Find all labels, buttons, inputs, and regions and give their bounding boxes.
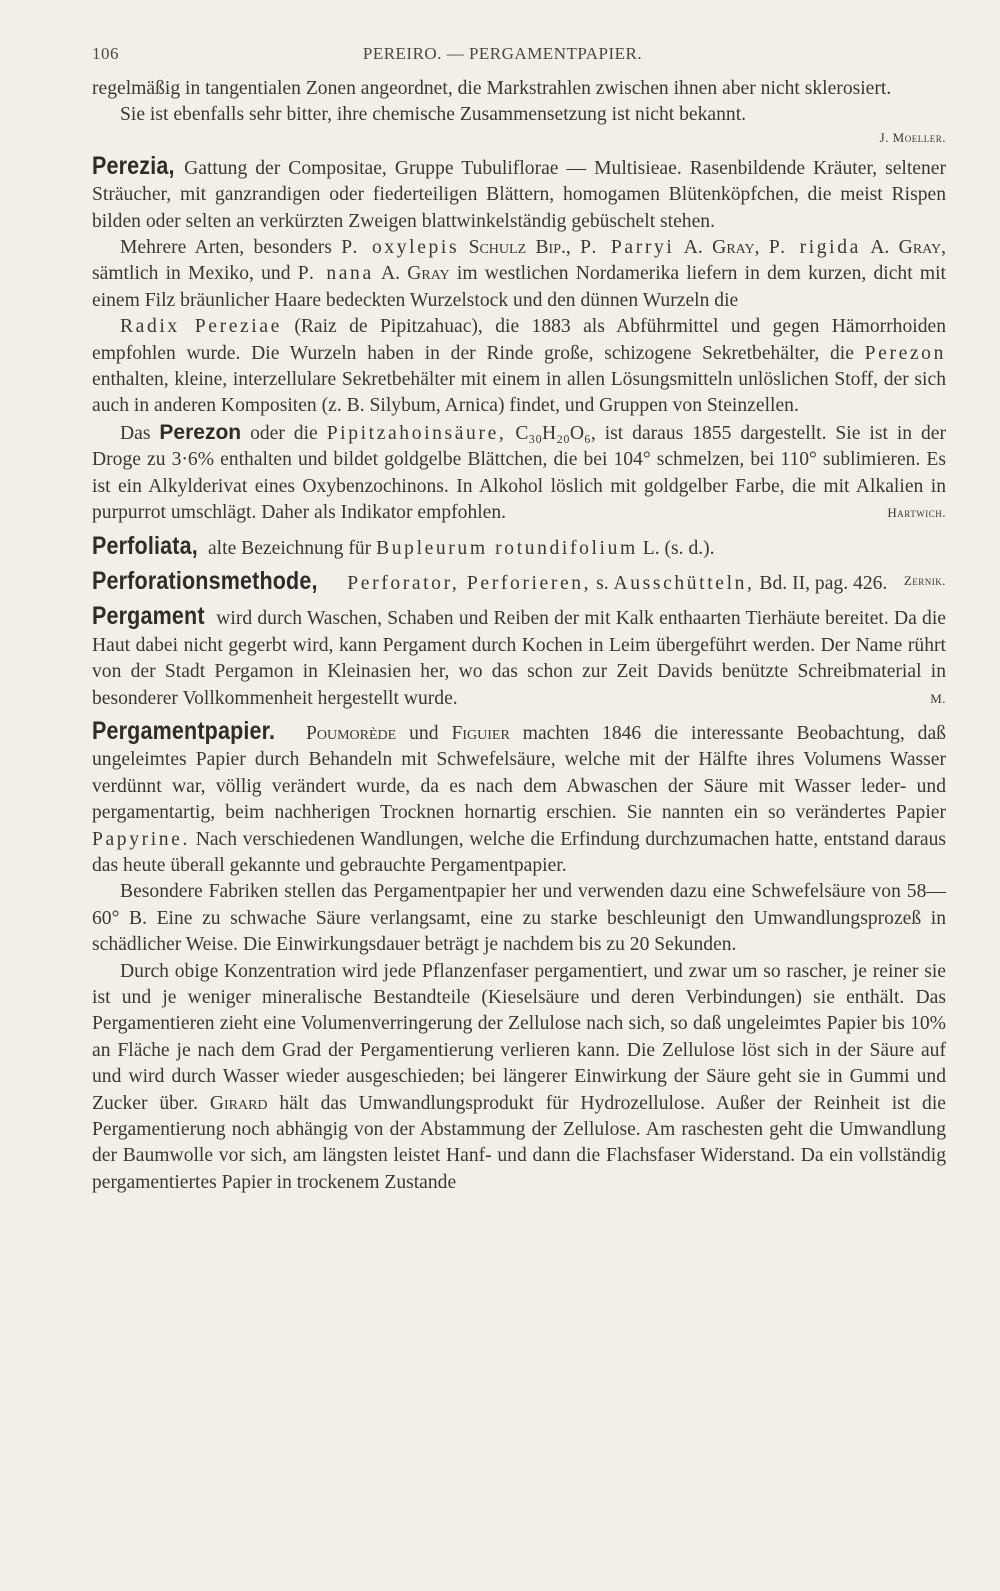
entry-perforationsmethode: Perforationsmethode, Perforator, Perforieren, s. Ausschütteln, Bd. II, pag. 426. Zernik. [92,566,946,595]
perezia-paragraph-2: Mehrere Arten, besonders P. oxylepis Schulz Bip., P. Parryi A. Gray, P. rigida A. Gray, sämtlich in Mexiko, und P. nana A. Gray im westlichen Nordamerika liefern in dem kurzen, dicht mit einem Filz bräunlicher Haare bedeckten Wurzelstock und den dünnen Wurzeln die [92,237,947,311]
perezia-paragraph-4: Das Perezon oder die Pipitzahoinsäure, C₃₀H₂₀O₆, ist daraus 1855 dargestellt. Sie ist in der Droge zu 3·6% enthalten und bildet goldgelbe Blättchen, die bei 104° schmelzen, bei 110° sublimieren. Es ist ein Alkylderivat eines Oxybenzochinons. In Alkohol löslich mit goldgelber Farbe, die mit Alkalien in purpurrot umschlägt. Daher als Indikator empfohlen. Hartwich. [92,420,946,527]
entry-perezia [92,153,946,527]
signature-moeller: J. Moeller. [879,129,946,145]
continued-paragraph-2: Sie ist ebenfalls sehr bitter, ihre chemische Zusammensetzung ist nicht bekannt. [120,104,747,126]
headword-pergamentpapier: Pergamentpapier. [92,716,276,745]
pergamentpapier-paragraph-2: Besondere Fabriken stellen das Pergamentpapier her und verwenden dazu eine Schwefelsäure von 58—60° B. Eine zu schwache Säure verlangsamt, eine zu starke beschleunigt den Umwandlungsprozeß in schädlicher Weise. Die Einwirkungsdauer beträgt je nachdem bis zu 20 Sekunden. [92,881,946,956]
pergamentpapier-paragraph-1: Pergamentpapier. Poumorède und Figuier machten 1846 die interessante Beobachtung, daß ungeleimtes Papier durch Behandeln mit Schwefelsäure, welche mit der Hälfte ihres Volumens Wasser verdünnt war, völlig verändert wurde, da es nach dem Abwaschen der Säure mit Wasser leder- und pergamentartig, beim nachherigen Trocknen hornartig erschien. Sie nannten ein so verändertes Papier Papyrine. Nach verschiedenen Wandlungen, welche die Erfindung durchzumachen hatte, entstand daraus das heute überall gekannte und gebrauchte Pergamentpapier. [92,716,946,876]
continued-paragraph: regelmäßig in tangentialen Zonen angeordnet, die Markstrahlen zwischen ihnen aber nicht sklerosiert. [92,78,892,99]
running-head [92,44,946,64]
entry-pergamentpapier [92,718,946,1196]
entry-perfoliata: Perfoliata, alte Bezeichnung für Bupleurum rotundifolium L. (s. d.). [92,531,715,560]
headword-perezia: Perezia, [92,151,175,180]
entry-pergament: Pergament wird durch Waschen, Schaben und Reiben der mit Kalk enthaarten Tierhäute bereitet. Da die Haut dabei nicht gegerbt wird, kann Pergament durch Kochen in Leim übergeführt werden. Der Name rührt von der Stadt Pergamon in Kleinasien her, wo das schon zur Zeit Davids benützte Schreibmaterial in besonderer Vollkommenheit hergestellt wurde. M. [92,603,946,712]
headword-perfoliata: Perfoliata, [92,531,198,560]
headword-perforationsmethode: Perforationsmethode, [92,566,318,595]
signature-m: M. [930,690,946,706]
pergamentpapier-paragraph-3: Durch obige Konzentration wird jede Pflanzenfaser pergamentiert, und zwar um so rascher, je reiner sie ist und je weniger mineralische Bestandteile (Kieselsäure und deren Verbindungen) sie enthält. Das Pergamentieren zieht eine Volumenverringerung der Zellulose nach sich, so daß ungeleimtes Papier bis 10% an Fläche je nach dem Grad der Pergamentierung verlieren kann. Die Zellulose löst sich in der Säure auf und wird durch Wasser wieder ausgeschieden; bei längerer Einwirkung der Säure geht sie in Gummi und Zucker über. Girard hält das Umwandlungsprodukt für Hydrozellulose. Außer der Reinheit ist die Pergamentierung noch abhängig von der Abstammung der Zellulose. Am raschesten geht die Umwandlung der Baumwolle vor sich, am längsten leistet Hanf- und dann die Flachsfaser Widerstand. Da ein vollständig pergamentiertes Papier in trockenem Zustande [92,960,946,1193]
page-number: 106 [92,44,119,63]
signature-zernik: Zernik. [903,572,946,588]
perezia-paragraph-3: Radix Pereziae (Raiz de Pipitzahuac), die 1883 als Abführmittel und gegen Hämorrhoiden empfohlen wurde. Die Wurzeln haben in der Rinde große, schizogene Sekretbehälter, die Perezon enthalten, kleine, interzellulare Sekretbehälter mit einem in allen Lösungsmitteln unlöslichen Stoff, der sich auch in anderen Kompositen (z. B. Silybum, Arnica) findet, und Gruppen von Steinzellen. [92,316,947,417]
running-title: PEREIRO. — PERGAMENTPAPIER. [362,44,643,63]
signature-hartwich: Hartwich. [887,505,946,521]
headword-pergament: Pergament [92,602,205,631]
perezia-paragraph-1: Perezia, Gattung der Compositae, Gruppe Tubuliflorae — Multisieae. Rasenbildende Kräuter, seltener Sträucher, mit ganzrandigen oder fiederteiligen Blättern, homogamen Blütenköpfchen, die meist Rispen bilden oder selten an verkürzten Zweigen blattwinkelständig gebüschelt stehen. [92,151,946,232]
